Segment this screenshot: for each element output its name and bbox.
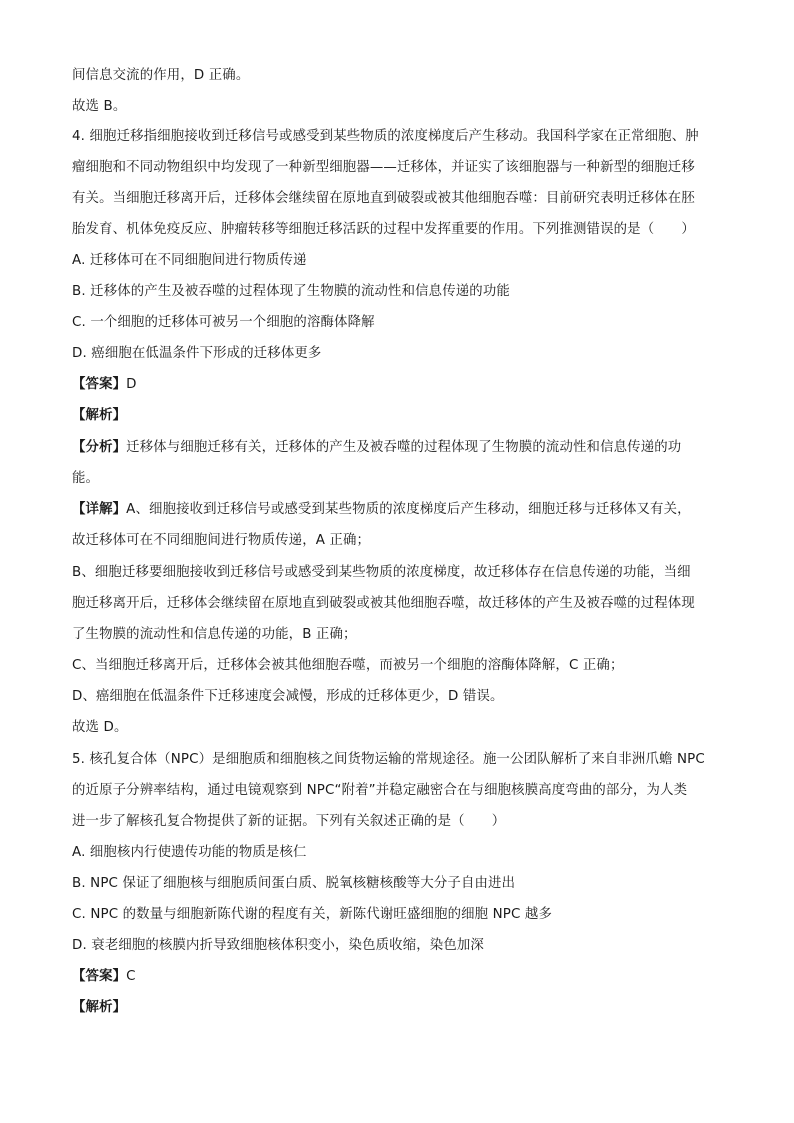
option-a: A. 细胞核内行使遗传功能的物质是核仁: [72, 845, 307, 860]
text-line: 进一步了解核孔复合物提供了新的证据。下列有关叙述正确的是（ ）: [72, 814, 506, 829]
text-line: 胞迁移离开后，迁移体会继续留在原地直到破裂或被其他细胞吞噬，故迁移体的产生及被吞噬的过程体现: [72, 596, 695, 611]
answer-tag: 【答案】: [72, 969, 127, 984]
analysis-heading: [72, 406, 126, 426]
option-d: D. 衰老细胞的核膜内折导致细胞核体积变小，染色质收缩，染色加深: [72, 938, 484, 953]
analysis-tag: 【解析】: [72, 408, 127, 423]
option-d: D. 癌细胞在低温条件下形成的迁移体更多: [72, 346, 322, 361]
answer-line: 【答案】D: [72, 377, 137, 392]
text-line: 的近原子分辨率结构，通过电镜观察到 NPC“附着”并稳定融密合在与细胞核膜高度弯曲的部分，为人类: [72, 783, 688, 798]
answer-tag: 【答案】: [72, 377, 127, 392]
text-line: 胎发育、机体免疫反应、肿瘤转移等细胞迁移活跃的过程中发挥重要的作用。下列推测错误的是（ ）: [72, 222, 695, 237]
text-line: B、细胞迁移要细胞接收到迁移信号或感受到某些物质的浓度梯度，故迁移体存在信息传递的功能，当细: [72, 565, 691, 580]
text-line: 故迁移体可在不同细胞间进行物质传递，A 正确；: [72, 533, 371, 548]
text-line: 有关。当细胞迁移离开后，迁移体会继续留在原地直到破裂或被其他细胞吞噬：目前研究表明迁移体在胚: [72, 191, 695, 206]
answer-line: 【答案】C: [72, 969, 136, 984]
analysis-summary: 【分析】迁移体与细胞迁移有关，迁移体的产生及被吞噬的过程体现了生物膜的流动性和信息传递的功: [72, 440, 682, 455]
text-line: 故选 D。: [72, 720, 128, 735]
detail-explanation: 【详解】A、细胞接收到迁移信号或感受到某些物质的浓度梯度后产生移动，细胞迁移与迁移体又有关，: [72, 502, 691, 517]
option-c: C. NPC 的数量与细胞新陈代谢的程度有关，新陈代谢旺盛细胞的细胞 NPC 越多: [72, 907, 552, 922]
option-a: A. 迁移体可在不同细胞间进行物质传递: [72, 253, 307, 268]
summary-tag: 【分析】: [72, 440, 127, 455]
text-line: 故选 B。: [72, 99, 127, 114]
text-line: 能。: [72, 471, 100, 486]
option-c: C. 一个细胞的迁移体可被另一个细胞的溶酶体降解: [72, 315, 375, 330]
text-line: C、当细胞迁移离开后，迁移体会被其他细胞吞噬，而被另一个细胞的溶酶体降解，C 正确；: [72, 658, 624, 673]
analysis-tag: 【解析】: [72, 1000, 127, 1015]
analysis-heading: [72, 998, 126, 1018]
text-line: 瘤细胞和不同动物组织中均发现了一种新型细胞器——迁移体，并证实了该细胞器与一种新型的细胞迁移: [72, 160, 695, 175]
question-4-stem: 4. 细胞迁移指细胞接收到迁移信号或感受到某些物质的浓度梯度后产生移动。我国科学家在正常细胞、肿: [72, 129, 699, 144]
text-line: D、癌细胞在低温条件下迁移速度会减慢，形成的迁移体更少，D 错误。: [72, 689, 504, 704]
option-b: B. NPC 保证了细胞核与细胞质间蛋白质、脱氧核糖核酸等大分子自由进出: [72, 876, 516, 891]
option-b: B. 迁移体的产生及被吞噬的过程体现了生物膜的流动性和信息传递的功能: [72, 284, 510, 299]
question-5-stem: 5. 核孔复合体（NPC）是细胞质和细胞核之间货物运输的常规途径。施一公团队解析了来自非洲爪蟾 NPC: [72, 752, 705, 767]
text-line: 了生物膜的流动性和信息传递的功能，B 正确；: [72, 627, 357, 642]
detail-tag: 【详解】: [72, 502, 127, 517]
text-line: 间信息交流的作用，D 正确。: [72, 68, 250, 83]
